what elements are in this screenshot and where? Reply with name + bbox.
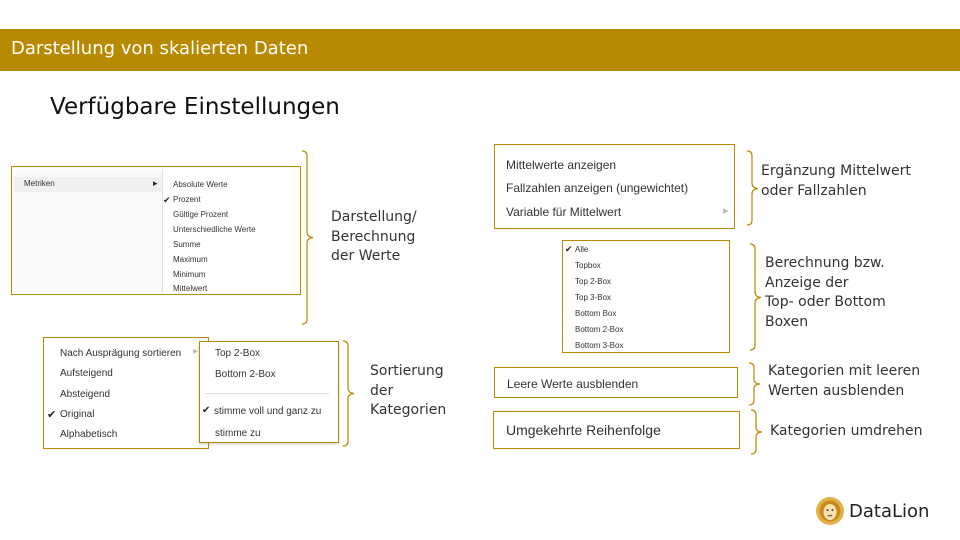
box-option[interactable]: Top 3-Box (575, 293, 612, 302)
sort-menu-screenshot (43, 337, 209, 449)
box-option[interactable]: Bottom Box (575, 309, 617, 318)
mean-description (761, 162, 911, 201)
header-title: Darstellung von skalierten Daten (11, 38, 309, 59)
description-line: der Werte (331, 248, 401, 264)
description-line: Sortierung (370, 363, 444, 379)
metrics-menu-screenshot (11, 166, 301, 295)
description-line: Ergänzung Mittelwert (761, 163, 911, 179)
check-icon: ✔ (565, 244, 573, 254)
description-line: Werten ausblenden (768, 382, 905, 399)
reverse-description (770, 422, 922, 442)
metrics-option[interactable]: Mittelwert (173, 284, 208, 293)
box-option[interactable]: Top 2-Box (575, 277, 612, 286)
metrics-option[interactable]: Summe (173, 240, 201, 249)
sort-option[interactable]: Nach Ausprägung sortieren (60, 348, 182, 359)
check-icon: ✔ (163, 195, 171, 205)
lion-icon (815, 496, 845, 526)
right-brace-icon (342, 340, 356, 447)
metrics-root-label: Metriken (24, 179, 55, 188)
description-line: Kategorien mit leeren (768, 363, 921, 379)
empty-values-option[interactable]: Leere Werte ausblenden (507, 377, 639, 391)
sort-description (370, 362, 446, 421)
metrics-option[interactable]: Gültige Prozent (173, 210, 229, 219)
sort-sub-option[interactable]: stimme zu (215, 428, 261, 439)
header-banner (0, 29, 960, 71)
sort-submenu-screenshot (199, 341, 339, 443)
sort-option[interactable]: Alphabetisch (60, 429, 118, 440)
description-line: Darstellung/ (331, 209, 417, 225)
metrics-option[interactable]: Maximum (173, 255, 208, 264)
right-brace-icon (746, 150, 760, 226)
metrics-option[interactable]: Absolute Werte (173, 180, 228, 189)
mean-option[interactable]: Fallzahlen anzeigen (ungewichtet) (506, 181, 689, 195)
box-option[interactable]: Bottom 2-Box (575, 325, 624, 334)
metrics-option[interactable]: Minimum (173, 270, 206, 279)
description-line: Top- oder Bottom (765, 294, 886, 310)
right-brace-icon (748, 362, 762, 406)
chevron-right-icon: ▸ (723, 205, 729, 217)
description-line: Berechnung bzw. (765, 255, 885, 271)
right-brace-icon (749, 243, 763, 351)
menu-divider (205, 393, 329, 394)
boxes-description (765, 254, 886, 332)
description-line: Kategorien umdrehen (770, 423, 923, 439)
description-line: oder Fallzahlen (761, 182, 867, 199)
description-line: Kategorien (370, 402, 447, 418)
brand-name: DataLion (849, 501, 930, 522)
box-option[interactable]: Bottom 3-Box (575, 341, 624, 350)
box-menu-screenshot (562, 240, 730, 353)
reverse-order-option[interactable]: Umgekehrte Reihenfolge (506, 422, 661, 438)
reverse-order-screenshot (493, 411, 740, 449)
sort-sub-option[interactable]: Top 2-Box (215, 348, 261, 359)
sort-option[interactable]: Aufsteigend (60, 368, 113, 379)
description-line: Berechnung (331, 228, 416, 245)
right-brace-icon (301, 150, 315, 325)
sort-sub-option[interactable]: Bottom 2-Box (215, 369, 276, 380)
chevron-right-icon: ▸ (193, 346, 199, 357)
right-brace-icon (750, 409, 764, 455)
sort-option[interactable]: Original (60, 409, 95, 420)
page-title: Verfügbare Einstellungen (50, 94, 340, 120)
check-icon: ✔ (47, 409, 57, 421)
empty-values-screenshot (494, 367, 738, 398)
sort-option[interactable]: Absteigend (60, 389, 111, 400)
metrics-description (331, 208, 417, 267)
chevron-right-icon: ▸ (153, 178, 158, 188)
description-line: Boxen (765, 313, 809, 330)
box-option[interactable]: Alle (575, 245, 589, 254)
mean-menu-screenshot (494, 144, 735, 229)
description-line: Anzeige der (765, 274, 849, 291)
sort-sub-option[interactable]: stimme voll und ganz zu (214, 406, 322, 417)
metrics-root-item[interactable] (14, 177, 162, 192)
description-line: der (370, 382, 394, 399)
box-option[interactable]: Topbox (575, 261, 601, 270)
metrics-option[interactable]: Unterschiedliche Werte (173, 225, 256, 234)
check-icon: ✔ (202, 405, 211, 416)
mean-option[interactable]: Mittelwerte anzeigen (506, 158, 617, 172)
empty-description (768, 362, 920, 401)
metrics-option[interactable]: Prozent (173, 195, 201, 204)
mean-option[interactable]: Variable für Mittelwert (506, 205, 622, 219)
